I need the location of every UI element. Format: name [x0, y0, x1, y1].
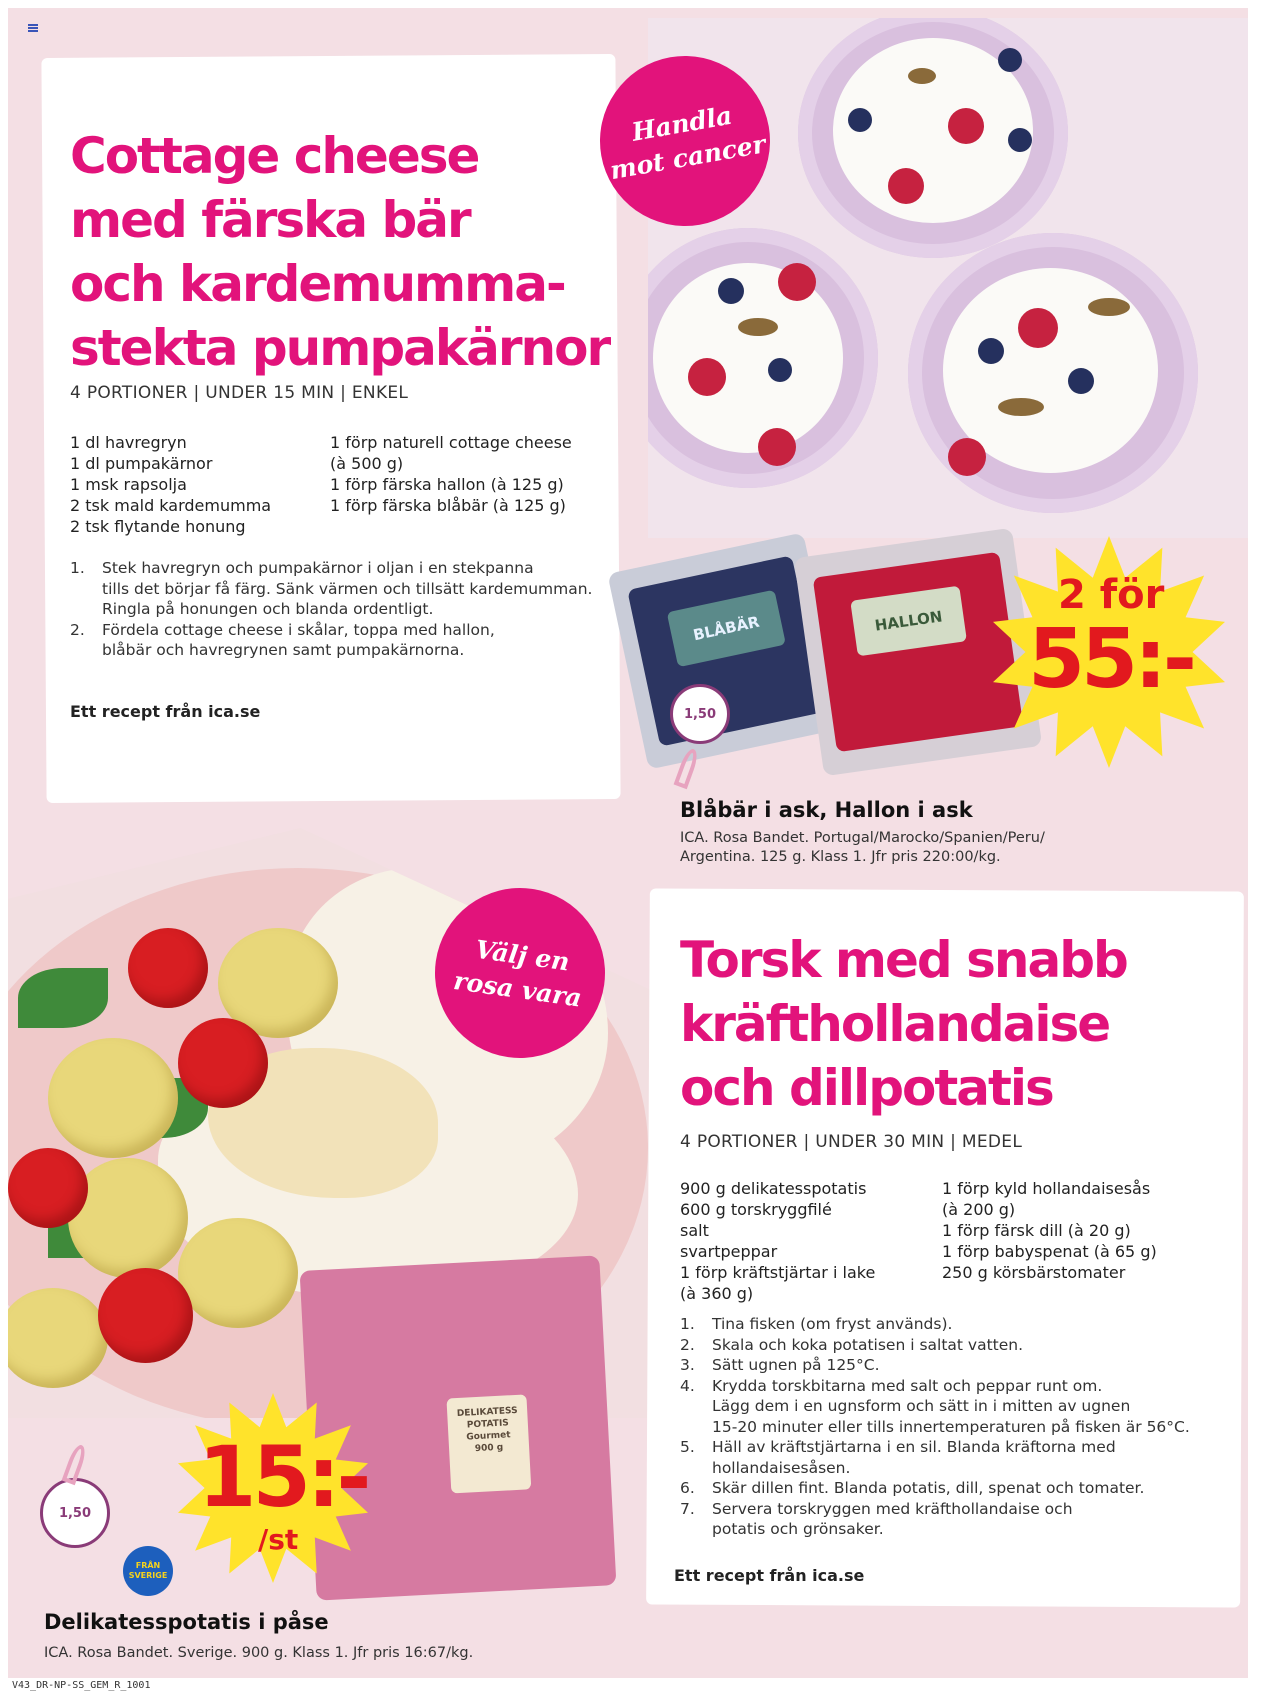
- product-1-desc: ICA. Rosa Bandet. Portugal/Marocko/Spanien/Peru/ Argentina. 125 g. Klass 1. Jfr pris 220:00/kg.: [680, 830, 1045, 865]
- recipe-step: 1. Tina fisken (om fryst används).: [680, 1315, 953, 1333]
- recipe-step: 4. Krydda torskbitarna med salt och peppar runt om. Lägg dem i en ugnsform och sätt in i mitten av ugnen 15-20 minuter eller tills innertemperaturen på fisken är 56°C.: [680, 1376, 1190, 1436]
- price-2-main: 15:-: [198, 1428, 368, 1526]
- menu-icon[interactable]: [28, 24, 38, 32]
- valj-en-rosa-vara-badge: Välj en rosa vara: [424, 877, 616, 1069]
- potato-bag-label: DELIKATESS POTATIS Gourmet 900 g: [446, 1394, 531, 1493]
- raspberry-pack-label: HALLON: [850, 586, 967, 657]
- flyer-page: [8, 8, 1248, 1678]
- product-2-desc: ICA. Rosa Bandet. Sverige. 900 g. Klass 1. Jfr pris 16:67/kg.: [44, 1645, 474, 1661]
- recipe-1-title: Cottage cheese med färska bär och kardemumma- stekta pumpakärnor: [70, 127, 610, 377]
- handla-mot-cancer-badge: Handla mot cancer: [587, 43, 784, 240]
- price-2-unit: /st: [258, 1523, 299, 1556]
- recipe-2-ingredients-left: 900 g delikatesspotatis 600 g torskryggfilé salt svartpeppar 1 förp kräftstjärtar i lake (à 360 g): [680, 1179, 876, 1303]
- recipe-2-meta: 4 PORTIONER | UNDER 30 MIN | MEDEL: [680, 1132, 1023, 1152]
- recipe-1-source: Ett recept från ica.se: [70, 702, 261, 721]
- recipe-step: 2. Skala och koka potatisen i saltat vatten.: [680, 1335, 1024, 1354]
- recipe-1-ingredients-left: 1 dl havregryn 1 dl pumpakärnor 1 msk rapsolja 2 tsk mald kardemumma 2 tsk flytande honung: [70, 433, 272, 536]
- recipe-2-steps: [680, 1314, 1240, 1540]
- recipe-1-steps: [70, 558, 610, 661]
- footer-code: V43_DR-NP-SS_GEM_R_1001: [12, 1680, 151, 1691]
- recipe-2-source: Ett recept från ica.se: [674, 1566, 865, 1585]
- price-1-prefix: 2 för: [1058, 572, 1165, 618]
- product-2-name: Delikatesspotatis i påse: [44, 1610, 329, 1634]
- price-1-main: 55:-: [1028, 612, 1193, 707]
- recipe-step: 6. Skär dillen fint. Blanda potatis, dill, spenat och tomater.: [680, 1479, 1145, 1497]
- donation-badge: 1,50: [40, 1478, 110, 1548]
- recipe-step: 5. Häll av kräftstjärtarna i en sil. Blanda kräftorna med hollandaisesåsen.: [680, 1438, 1116, 1477]
- recipe-2-ingredients-right: 1 förp kyld hollandaisesås (à 200 g) 1 förp färsk dill (à 20 g) 1 förp babyspenat (à 65 g) 250 g körsbärstomater: [942, 1179, 1157, 1282]
- recipe-step: 7. Servera torskryggen med kräfthollandaise och potatis och grönsaker.: [680, 1499, 1073, 1538]
- recipe-1-ingredients-right: 1 förp naturell cottage cheese (à 500 g) 1 förp färska hallon (à 125 g) 1 förp färska blåbär (à 125 g): [330, 433, 572, 515]
- raspberry-pack: [794, 528, 1042, 776]
- donation-badge: 1,50: [670, 684, 730, 744]
- fran-sverige-badge: FRÅN SVERIGE: [123, 1546, 173, 1596]
- recipe-1-meta: 4 PORTIONER | UNDER 15 MIN | ENKEL: [70, 383, 409, 403]
- recipe-step: 1. Stek havregryn och pumpakärnor i oljan i en stekpanna tills det börjar få färg. Sänk värmen och tillsätt kardemumman. Ringla på honungen och blanda ordentligt.: [70, 559, 593, 618]
- recipe-step: 2. Fördela cottage cheese i skålar, toppa med hallon, blåbär och havregrynen samt pumpakärnorna.: [70, 620, 495, 659]
- recipe-2-title: Torsk med snabb kräfthollandaise och dillpotatis: [680, 931, 1127, 1117]
- recipe-step: 3. Sätt ugnen på 125°C.: [680, 1356, 880, 1374]
- blueberry-pack-label: BLÅBÄR: [667, 590, 786, 668]
- product-1-name: Blåbär i ask, Hallon i ask: [680, 798, 973, 822]
